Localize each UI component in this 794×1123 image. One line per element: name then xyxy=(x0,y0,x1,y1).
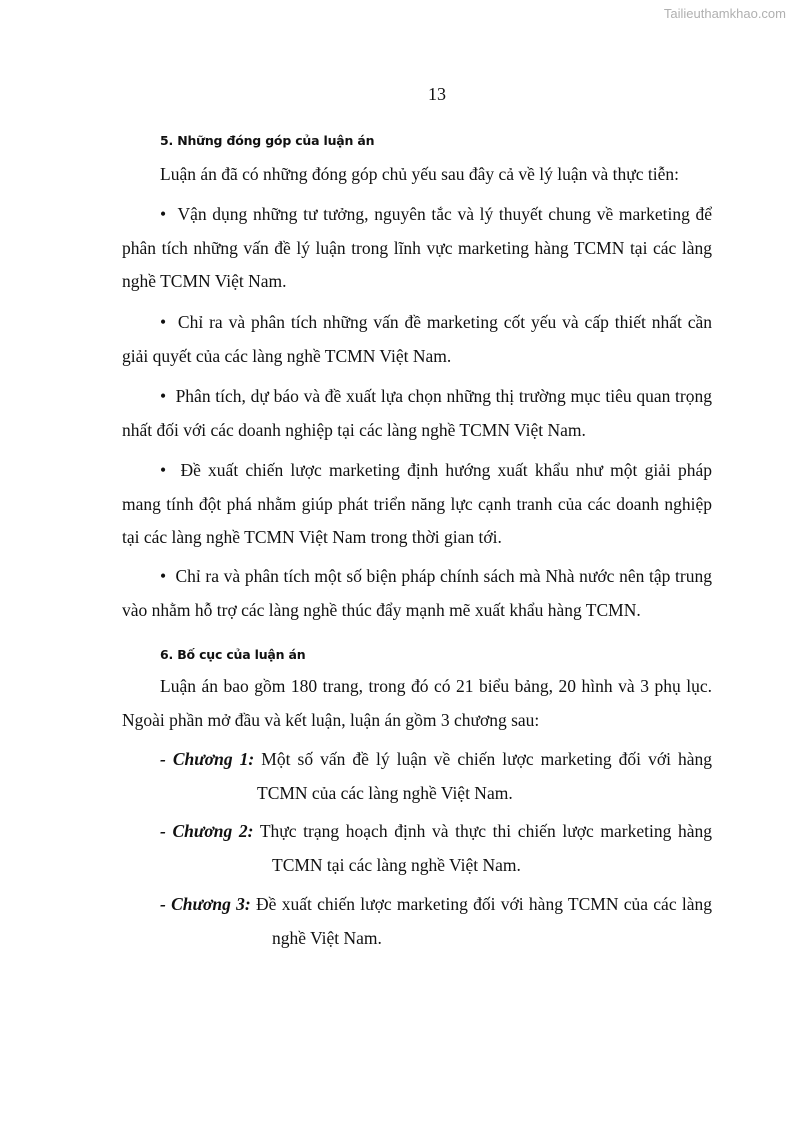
page-number: 13 xyxy=(428,84,446,104)
bullet-item xyxy=(122,380,712,447)
chapter-item xyxy=(160,743,712,810)
section-5-intro: Luận án đã có những đóng góp chủ yếu sau đây cả về lý luận và thực tiễn: xyxy=(160,164,680,184)
chapter-item xyxy=(160,815,712,882)
bullet-text: Vận dụng những tư tưởng, nguyên tắc và lý thuyết chung về marketing để phân tích những vấn đề lý luận trong lĩnh vực marketing hàng TCMN tại các làng nghề TCMN Việt Nam. xyxy=(122,204,713,291)
bullet-text: Đề xuất chiến lược marketing định hướng xuất khẩu như một giải pháp mang tính đột phá nhằm giúp phát triển năng lực cạnh tranh của các doanh nghiệp tại các làng nghề TCMN Việt Nam trong thời gian tới. xyxy=(122,460,712,547)
chapter-text: Thực trạng hoạch định và thực thi chiến lược marketing hàng TCMN tại các làng nghề Việt Nam. xyxy=(259,821,712,875)
watermark: Tailieuthamkhao.com xyxy=(663,6,786,21)
chapter-text: Đề xuất chiến lược marketing đối với hàng TCMN của các làng nghề Việt Nam. xyxy=(256,894,713,948)
chapter-label: - Chương 3: xyxy=(160,894,251,914)
bullet-item xyxy=(122,198,712,299)
section-6-intro: Luận án bao gồm 180 trang, trong đó có 21 biểu bảng, 20 hình và 3 phụ lục. Ngoài phần mở đầu và kết luận, luận án gồm 3 chương sau: xyxy=(122,676,712,730)
bullet-icon: • xyxy=(160,312,167,332)
bullet-icon: • xyxy=(160,566,167,586)
bullet-text: Chỉ ra và phân tích những vấn đề marketing cốt yếu và cấp thiết nhất cần giải quyết của các làng nghề TCMN Việt Nam. xyxy=(122,312,713,366)
bullet-icon: • xyxy=(160,386,167,406)
bullet-item xyxy=(122,306,712,373)
chapter-text: Một số vấn đề lý luận về chiến lược marketing đối với hàng TCMN của các làng nghề Việt Nam. xyxy=(257,749,712,803)
bullet-icon: • xyxy=(160,204,167,224)
bullet-item xyxy=(122,560,712,627)
bullet-icon: • xyxy=(160,460,167,480)
bullet-text: Phân tích, dự báo và đề xuất lựa chọn những thị trường mục tiêu quan trọng nhất đối với các doanh nghiệp tại các làng nghề TCMN Việt Nam. xyxy=(122,386,712,440)
bullet-item xyxy=(122,454,712,555)
bullet-text: Chỉ ra và phân tích một số biện pháp chính sách mà Nhà nước nên tập trung vào nhằm hỗ trợ các làng nghề thúc đẩy mạnh mẽ xuất khẩu hàng TCMN. xyxy=(122,566,712,620)
section-5-heading: 5. Những đóng góp của luận án xyxy=(160,133,375,148)
chapter-label: - Chương 1: xyxy=(160,749,255,769)
section-6-heading: 6. Bố cục của luận án xyxy=(160,647,306,662)
chapter-label: - Chương 2: xyxy=(160,821,254,841)
chapter-item xyxy=(160,888,713,955)
